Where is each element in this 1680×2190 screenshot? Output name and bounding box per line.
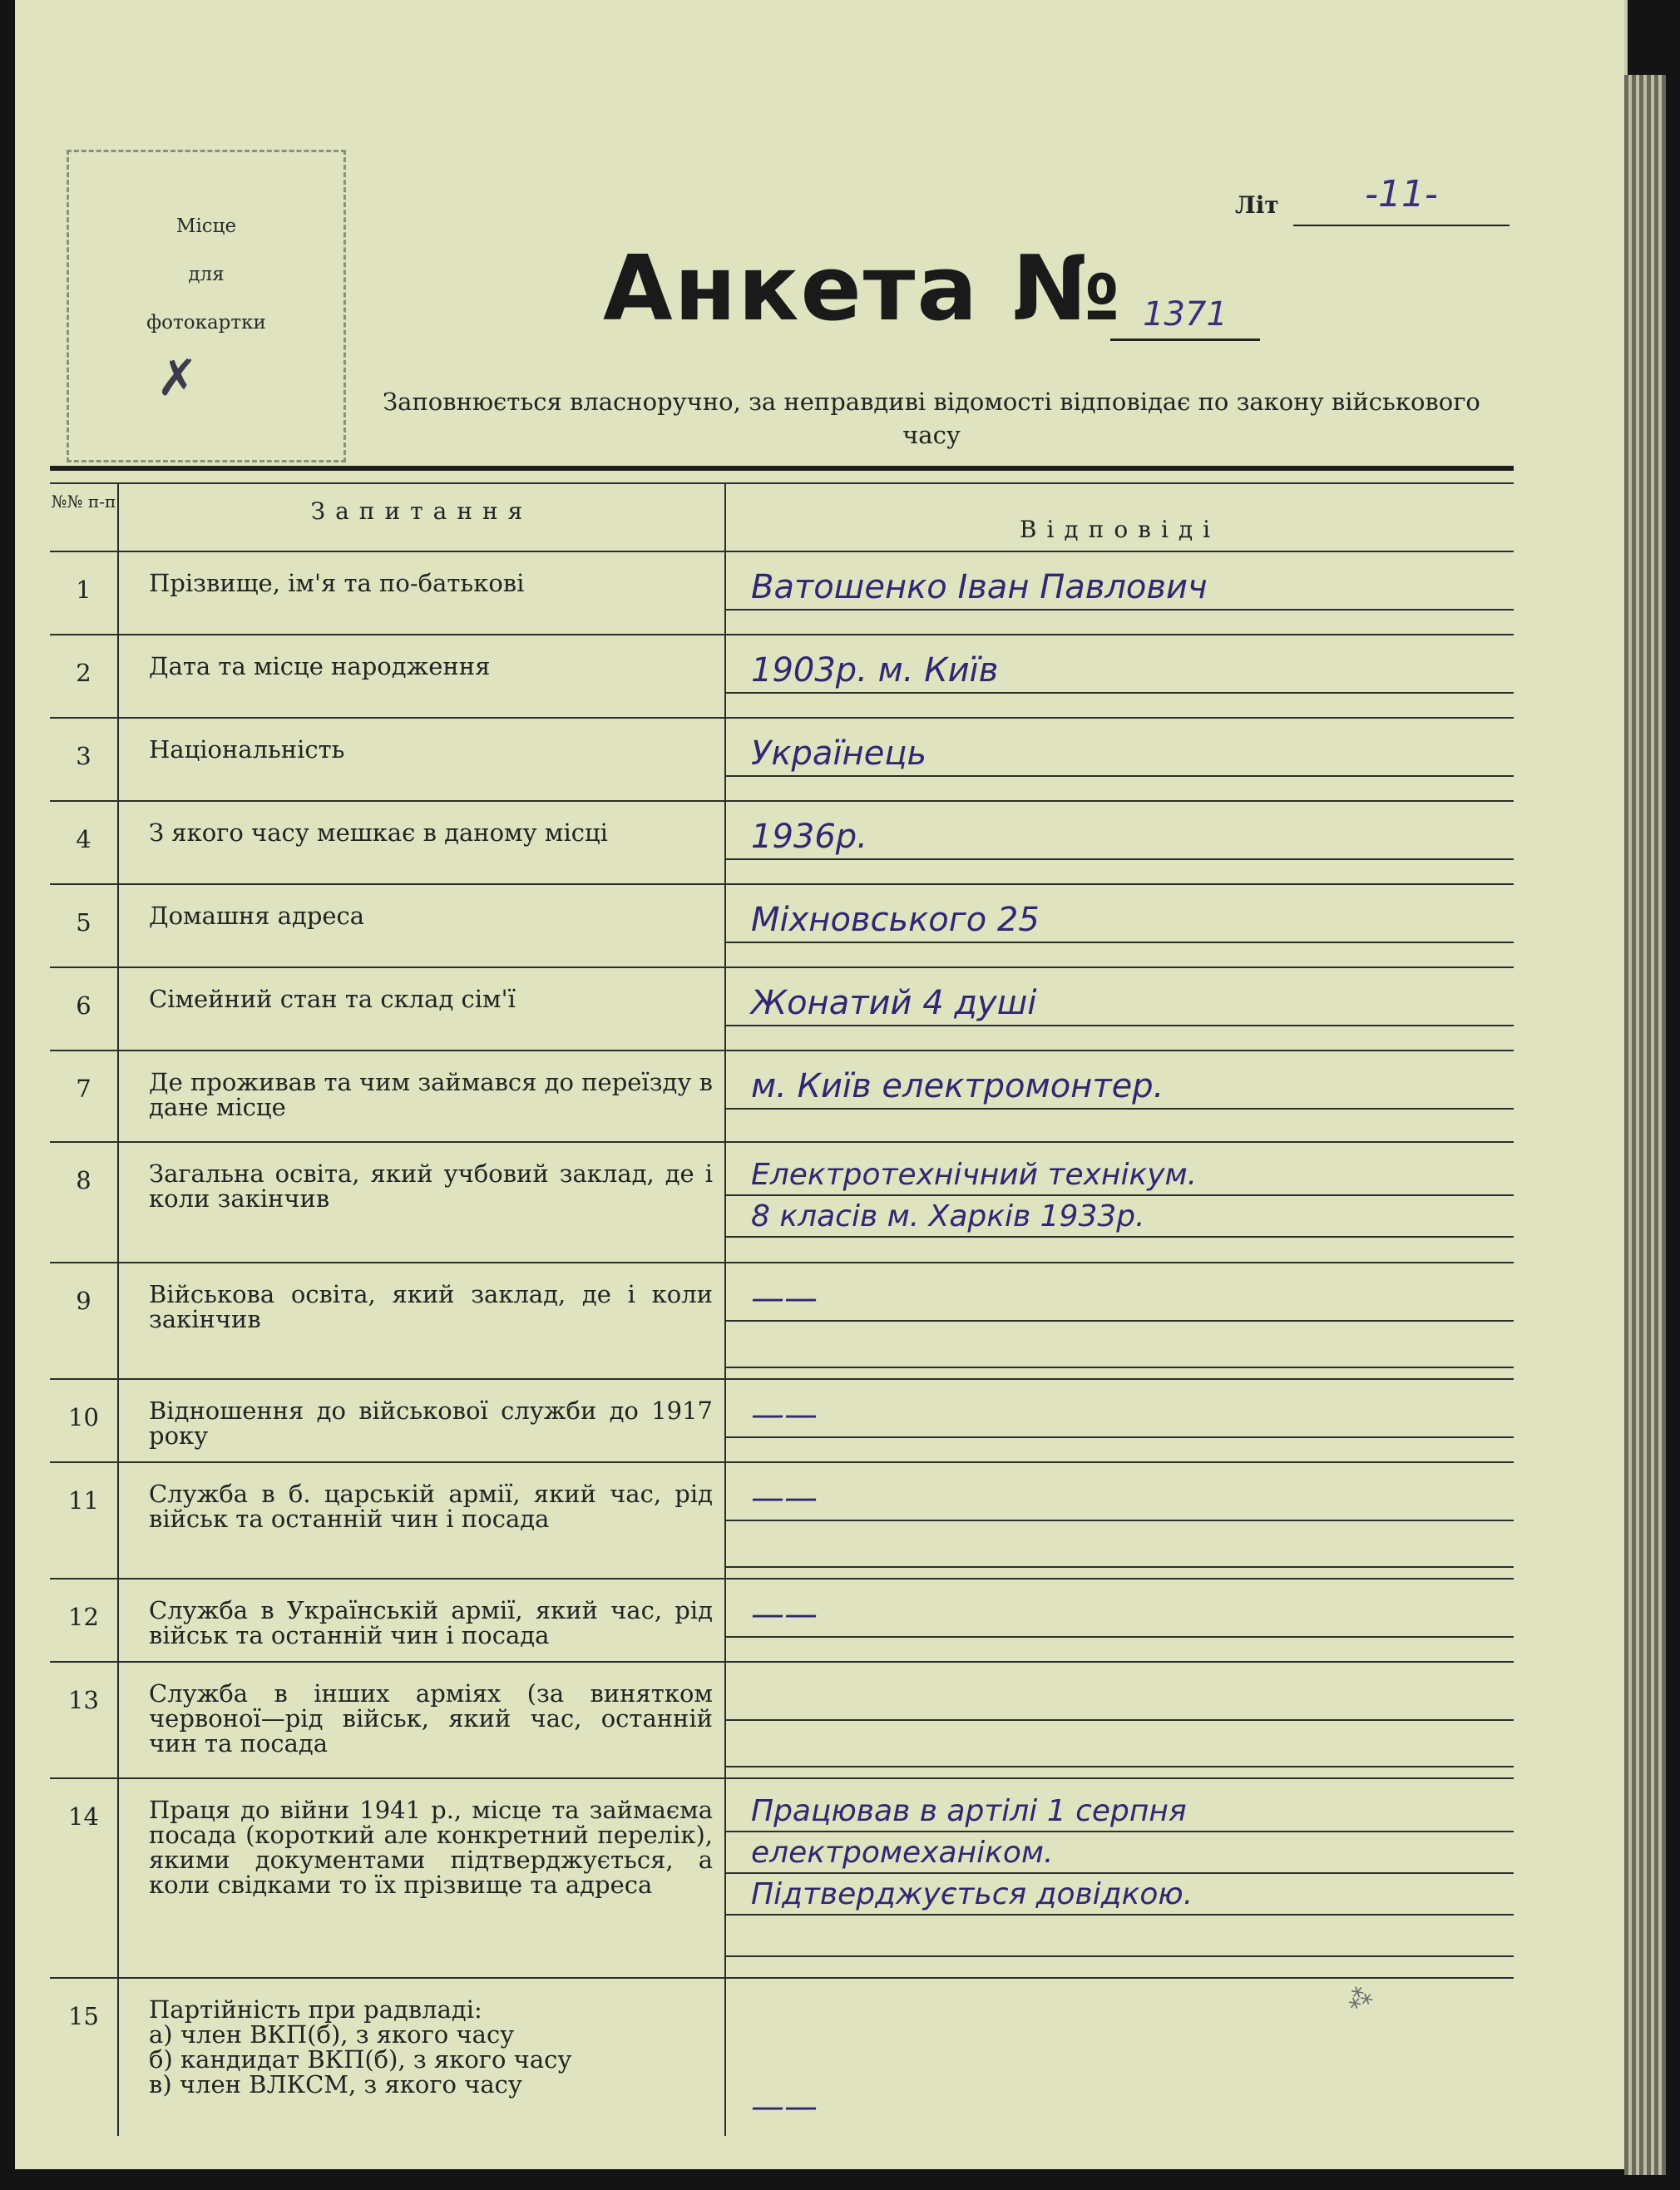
- table-row: [50, 1051, 1514, 1142]
- row-question: Де проживав та чим займався до переїзду в дане місце: [118, 1051, 725, 1142]
- row-question: Служба в Українській армії, який час, рід військ та останній чин і посада: [118, 1579, 725, 1662]
- table-row: [50, 801, 1514, 884]
- form-title: Анкета №: [603, 237, 1122, 341]
- row-number: 4: [50, 801, 118, 884]
- row-answer: Працював в артілі 1 серпня електромеханіком. Підтверджується довідкою.: [725, 1778, 1514, 1978]
- row-number: 2: [50, 635, 118, 718]
- row-number: 15: [50, 1978, 118, 2136]
- sheet-label: Літ: [1235, 191, 1279, 219]
- row-answer: [725, 1662, 1514, 1778]
- row-question: З якого часу мешкає в даному місці: [118, 801, 725, 884]
- row-number: 10: [50, 1379, 118, 1462]
- row-answer: ——: [725, 1462, 1514, 1579]
- row-answer: Міхновського 25: [725, 884, 1514, 967]
- table-row: [50, 967, 1514, 1051]
- row-question: Служба в б. царській армії, який час, рід військ та останній чин і посада: [118, 1462, 725, 1579]
- table-row: [50, 1379, 1514, 1462]
- table-row: [50, 635, 1514, 718]
- photo-label-line-2: для: [188, 264, 225, 285]
- table-row: [50, 1579, 1514, 1662]
- row-question: Національність: [118, 718, 725, 801]
- row-answer: м. Київ електромонтер.: [725, 1051, 1514, 1142]
- row-answer: Електротехнічний технікум. 8 класів м. Харків 1933р.: [725, 1142, 1514, 1263]
- row-answer: Ватошенко Іван Павлович: [725, 551, 1514, 635]
- row-number: 1: [50, 551, 118, 635]
- row-number: 12: [50, 1579, 118, 1662]
- row-answer: ——: [725, 1579, 1514, 1662]
- table-row: [50, 718, 1514, 801]
- row-answer: ——: [725, 1978, 1514, 2136]
- row-answer: ——: [725, 1263, 1514, 1379]
- row-number: 7: [50, 1051, 118, 1142]
- photo-placeholder: [67, 150, 346, 462]
- row-number: 5: [50, 884, 118, 967]
- row-number: 6: [50, 967, 118, 1051]
- row-number: 3: [50, 718, 118, 801]
- photo-cross-mark: ✗: [156, 349, 199, 408]
- table-row: [50, 1978, 1514, 2136]
- table-row: [50, 884, 1514, 967]
- faded-stamp-mark: ⁂: [1342, 1980, 1377, 2017]
- row-answer: Жонатий 4 душі: [725, 967, 1514, 1051]
- col-question-header: Запитання: [118, 483, 725, 551]
- table-row: [50, 1662, 1514, 1778]
- row-question: Праця до війни 1941 р., місце та займаєма посада (короткий але конкретний перелік), якими документами підтверджується, а коли свідками то їх прізвище та адреса: [118, 1778, 725, 1978]
- row-number: 14: [50, 1778, 118, 1978]
- row-question: Домашня адреса: [118, 884, 725, 967]
- row-question: Дата та місце народження: [118, 635, 725, 718]
- table-row: [50, 1462, 1514, 1579]
- row-answer: Українець: [725, 718, 1514, 801]
- row-question: Загальна освіта, який учбовий заклад, де і коли закінчив: [118, 1142, 725, 1263]
- row-number: 9: [50, 1263, 118, 1379]
- row-answer: 1903р. м. Київ: [725, 635, 1514, 718]
- col-num-header: №№ п-п: [50, 483, 118, 551]
- col-answer-header: Відповіді: [725, 483, 1514, 551]
- top-rule: [50, 466, 1514, 471]
- form-number: 1371: [1110, 295, 1260, 341]
- questionnaire-table: [50, 482, 1514, 2136]
- sheet-number: -11-: [1293, 173, 1510, 226]
- row-number: 8: [50, 1142, 118, 1263]
- table-row: [50, 1263, 1514, 1379]
- row-number: 11: [50, 1462, 118, 1579]
- row-question: Партійність при радвладі: а) член ВКП(б), з якого часу б) кандидат ВКП(б), з якого часу в) член ВЛКСМ, з якого часу: [118, 1978, 725, 2136]
- page-edge: [1624, 75, 1666, 2175]
- form-subtitle: Заповнюється власноручно, за неправдиві відомості відповідає по закону військового часу: [383, 388, 1480, 449]
- table-row: [50, 1778, 1514, 1978]
- row-question: Військова освіта, який заклад, де і коли закінчив: [118, 1263, 725, 1379]
- row-question: Сімейний стан та склад сім'ї: [118, 967, 725, 1051]
- row-question: Служба в інших арміях (за винятком червоної—рід військ, який час, останній чин та посада: [118, 1662, 725, 1778]
- row-question: Прізвище, ім'я та по-батькові: [118, 551, 725, 635]
- row-answer: ——: [725, 1379, 1514, 1462]
- row-answer: 1936р.: [725, 801, 1514, 884]
- photo-label-line-1: Місце: [175, 215, 237, 237]
- table-header: [50, 483, 1514, 551]
- table-row: [50, 1142, 1514, 1263]
- row-number: 13: [50, 1662, 118, 1778]
- row-question: Відношення до військової служби до 1917 року: [118, 1379, 725, 1462]
- photo-label-line-3: фотокартки: [146, 312, 266, 334]
- table-row: [50, 551, 1514, 635]
